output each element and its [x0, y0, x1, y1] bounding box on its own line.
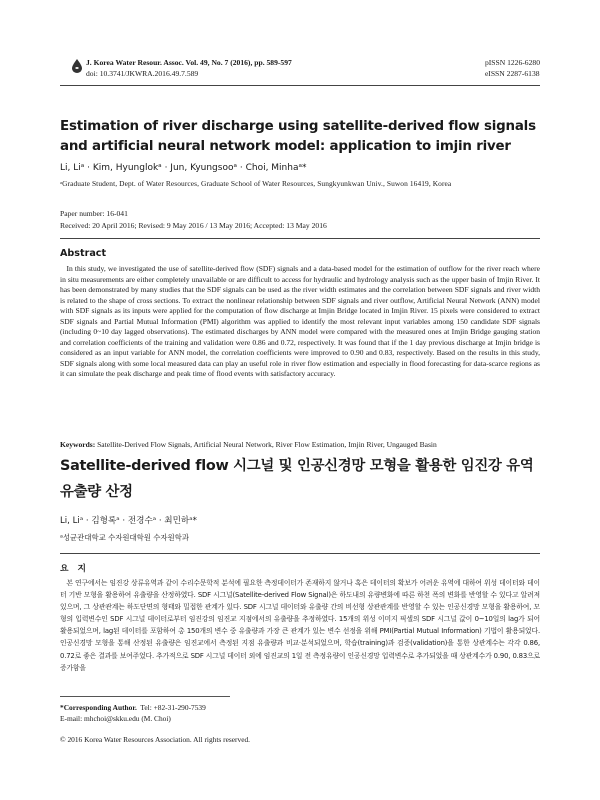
- abstract-heading: Abstract: [60, 248, 107, 259]
- journal-citation: J. Korea Water Resour. Assoc. Vol. 49, No. 7 (2016), pp. 589-597: [86, 58, 292, 67]
- eissn: eISSN 2287-6138: [484, 69, 540, 78]
- abstract-text: [60, 264, 540, 380]
- affiliation-english: ᵃGraduate Student, Dept. of Water Resources, Graduate School of Water Resources, Sungkyunkwan Univ., Suwon 16419, Korea: [60, 179, 452, 188]
- pissn: pISSN 1226-6280: [484, 58, 540, 67]
- authors-korean: Li, Liᵃ · 김형록ᵃ · 전경수ᵃ · 최민하ᵃ*: [60, 516, 197, 526]
- paper-info: [60, 208, 327, 232]
- corresponding-author: [60, 702, 206, 724]
- summary-heading-korean: 요 지: [60, 564, 90, 574]
- summary-text-korean: [60, 577, 540, 674]
- keywords-list: Satellite-Derived Flow Signals, Artificial Neural Network, River Flow Estimation, Imjin River, Ungauged Basin: [97, 440, 437, 449]
- corresponding-label: *Corresponding Author.: [60, 703, 137, 712]
- paper-number: Paper number: 16-041: [60, 209, 128, 218]
- keywords-label: Keywords:: [60, 440, 96, 449]
- title-english: Estimation of river discharge using satellite-derived flow signals and artificial neural network model: application to imjin river: [60, 119, 536, 154]
- keywords: [60, 440, 540, 449]
- doi: doi: 10.3741/JKWRA.2016.49.7.589: [86, 69, 199, 78]
- abstract-top-rule: [60, 238, 540, 239]
- copyright: © 2016 Korea Water Resources Association. All rights reserved.: [60, 735, 251, 744]
- title-korean: Satellite-derived flow 시그널 및 인공신경망 모형을 활용한 임진강 유역 유출량 산정: [60, 458, 534, 500]
- header-rule: [60, 85, 540, 86]
- abstract-body: In this study, we investigated the use of satellite-derived flow (SDF) signals and a data-based model for the estimation of outflow for the river reach where in situ measurements are either completely unavailable or are difficult to access for hydraulic and hydrology analysis such as the upper basin of Imjin River. It has been demonstrated by many studies that the SDF signals can be used as the river width estimates and the correlation between SDF signals and river width is related to the shape of cross sections. To extract the nonlinear relationship between SDF signals and river outflow, Artificial Neural Network (ANN) model with SDF signals as its inputs were applied for the computation of flow discharge at Imjin Bridge located in Imjin River. 15 pixels were considered to extract SDF signals and Partial Mutual Information (PMI) algorithm was applied to identify the most relevant input variables among 150 candidate SDF signals (including 0~10 day lagged observations). The estimated discharges by ANN model were compared with the measured ones at Imjin Bridge gauging station and correlation coefficients of the training and validation were 0.86 and 0.72, respectively. It was found that if the 1 day previous discharge at Imjin bridge is considered as an input variable for ANN model, the correlation coefficients were improved to 0.90 and 0.83, respectively. Based on the results in this study, SDF signals along with some local measured data can play an useful role in river flow estimation and especially in flood forecasting for data-scarce regions as it can simulate the peak discharge and peak time of flood events with satisfactory accuracy.: [60, 264, 540, 379]
- summary-top-rule: [60, 553, 540, 554]
- paper-dates: Received: 20 April 2016; Revised: 9 May 2016 / 13 May 2016; Accepted: 13 May 2016: [60, 221, 327, 230]
- authors-english: Li, Liᵃ · Kim, Hyunglokᵃ · Jun, Kyungsooᵃ · Choi, Minhaᵃ*: [60, 163, 307, 173]
- footnote-rule: [60, 696, 230, 697]
- affiliation-korean: ᵃ성균관대학교 수자원대학원 수자원학과: [60, 533, 189, 542]
- journal-logo-icon: [72, 59, 82, 73]
- corresponding-tel: Tel: +82-31-290-7539: [140, 703, 206, 712]
- corresponding-email: E-mail: mhchoi@skku.edu (M. Choi): [60, 714, 171, 723]
- summary-body-korean: 본 연구에서는 임진강 상류유역과 같이 수리수문학적 분석에 필요한 측정데이터가 존재하지 않거나 혹은 데이터의 확보가 어려운 유역에 대하여 위성 데이터와 데이터 기반 모형을 활용하여 유출량을 산정하였다. SDF 시그널(Satellite-derived Flow Signal)은 하도내의 유량변화에 따른 하천 폭의 변화를 반영할 수 있다고 알려져 있으며, 그 상관관계는 하도단면의 형태와 밀접한 관계가 있다. SDF 시그널 데이터와 유출량 간의 비선형 상관관계를 반영할 수 있는 인공신경망 모형을 활용하여, 모형의 입력변수인 SDF 시그널 데이터로부터 임진강의 임진교 지점에서의 유출량을 추정하였다. 15개의 위성 이미지 픽셀의 SDF 시그널 값이 0~10일의 lag가 되어 활용되었으며, lag된 데이터를 포함하여 총 150개의 변수 중 유출량과 가장 큰 관계가 있는 변수 선정을 위해 PMI(Partial Mutual Information) 기법이 활용되었다. 인공신경망 모형을 통해 산정된 유출량은 임진교에서 측정된 지점 유출량과 비교·분석되었으며, 학습(training)과 검증(validation)을 통한 상관계수는 각각 0.86, 0.72로 좋은 결과를 보여주었다. 추가적으로 SDF 시그널 데이터 외에 임진교의 1일 전 측정유량이 인공신경망 입력변수로 추가되었을 때 상관계수가 0.90, 0.83으로 증가함을: [60, 579, 540, 672]
